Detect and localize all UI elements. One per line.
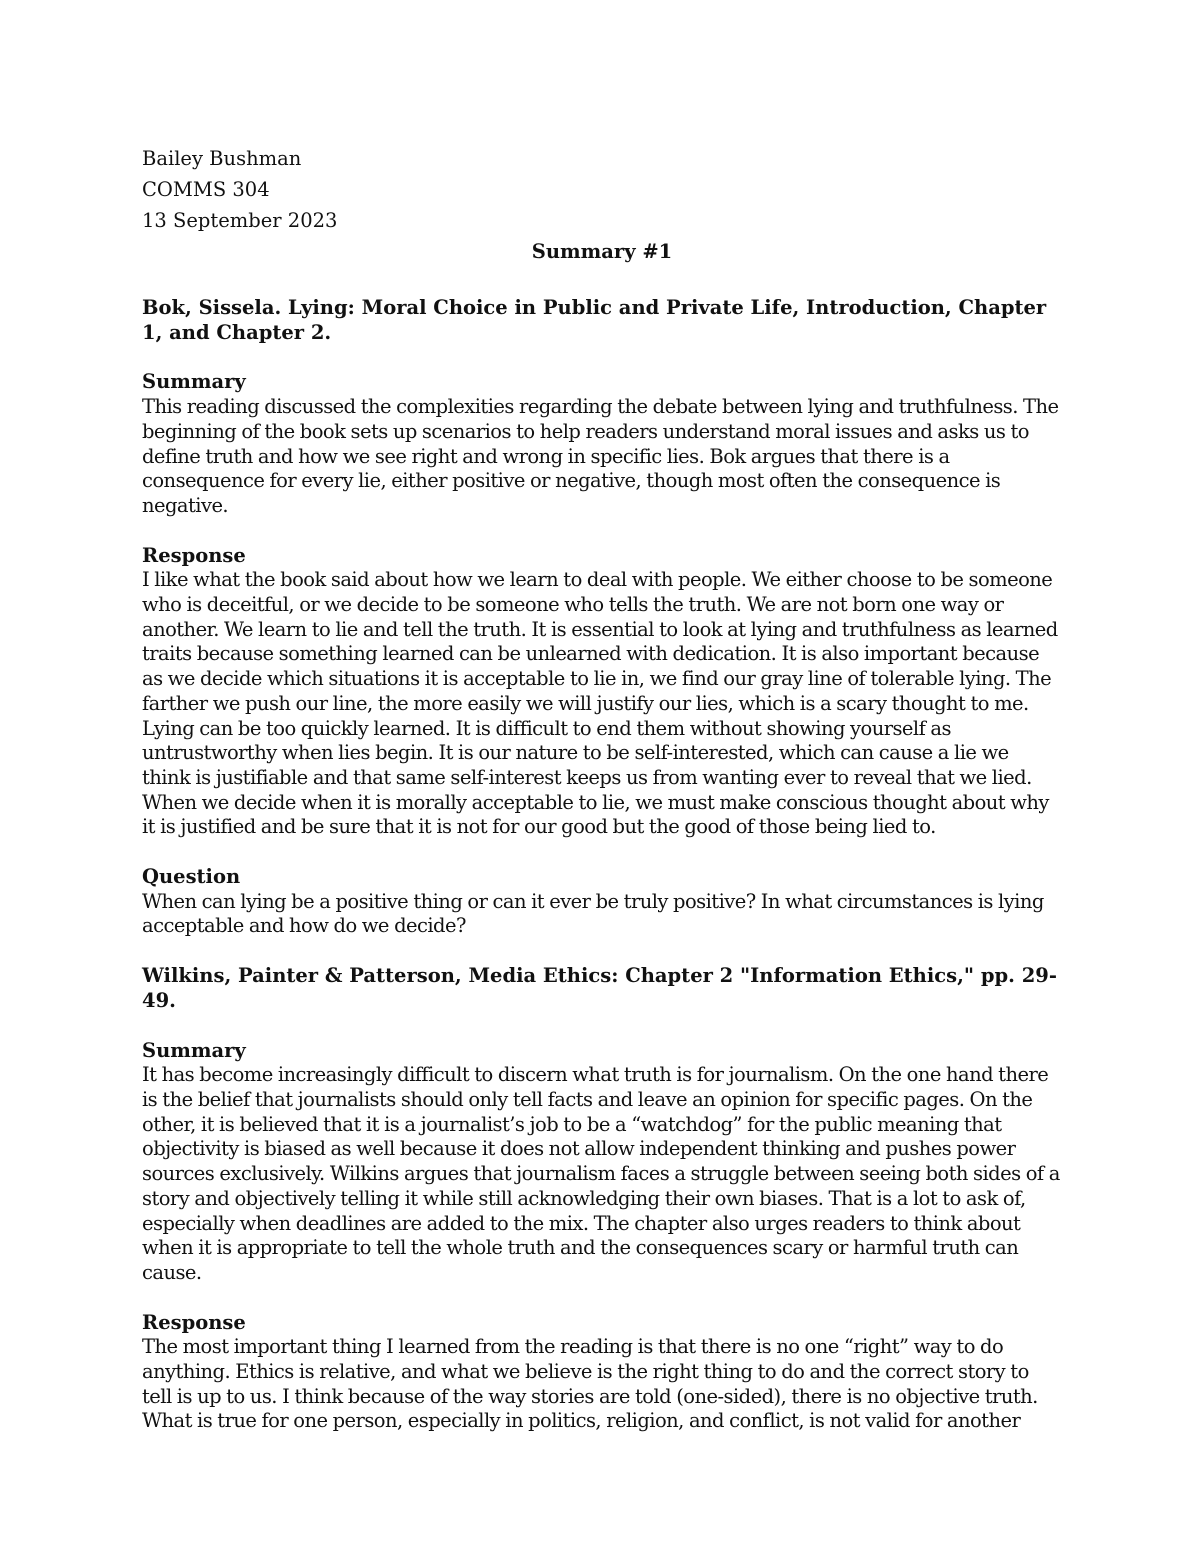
response-text-2: The most important thing I learned from the reading is that there is no one “right” way to do anything. Ethics is relative, and what we believe is the right thing to do and the correct story to tell is up to us. I think because of the way stories are told (one-sided), there is no objective truth. What is true for one person, especially in politics, religion, and conflict, is not valid for another xyxy=(142,1335,1038,1433)
summary-heading-2: Summary xyxy=(142,1038,246,1062)
question-text-1: When can lying be a positive thing or can it ever be truly positive? In what circumstances is lying acceptable and how do we decide? xyxy=(142,889,1044,938)
course-code: COMMS 304 xyxy=(142,178,270,201)
response-heading-1: Response xyxy=(142,543,246,567)
author-name: Bailey Bushman xyxy=(142,147,302,170)
question-heading-1: Question xyxy=(142,865,241,889)
document-date: 13 September 2023 xyxy=(142,209,338,232)
response-text-1: I like what the book said about how we learn to deal with people. We either choose to be someone who is deceitful, or we decide to be someone who tells the truth. We are not born one way or another. We learn to lie and tell the truth. It is essential to look at lying and truthfulness as learned traits because something learned can be unlearned with dedication. It is also important because as we decide which situations it is acceptable to lie in, we find our gray line of tolerable lying. The farther we push our line, the more easily we will justify our lies, which is a scary thought to me. Lying can be too quickly learned. It is difficult to end them without showing yourself as untrustworthy when lies begin. It is our nature to be self-interested, which can cause a lie we think is justifiable and that same self-interest keeps us from wanting ever to reveal that we lied. When we decide when it is morally acceptable to lie, we must make conscious thought about why it is justified and be sure that it is not for our good but the good of those being lied to. xyxy=(142,568,1058,839)
document-title: Summary #1 xyxy=(531,240,673,263)
summary-text-1: This reading discussed the complexities regarding the debate between lying and truthfulness. The beginning of the book sets up scenarios to help readers understand moral issues and asks us to define truth and how we see right and wrong in specific lies. Bok argues that there is a consequence for every lie, either positive or negative, though most often the consequence is negative. xyxy=(142,395,1059,517)
document-page xyxy=(142,143,1062,1434)
response-heading-2: Response xyxy=(142,1310,246,1334)
citation-wilkins: Wilkins, Painter & Patterson, Media Ethics: Chapter 2 "Information Ethics," pp. 29-49. xyxy=(142,964,1057,1012)
summary-text-2: It has become increasingly difficult to discern what truth is for journalism. On the one hand there is the belief that journalists should only tell facts and leave an opinion for specific pages. On the other, it is believed that it is a journalist’s job to be a “watchdog” for the public meaning that objectivity is biased as well because it does not allow independent thinking and pushes power sources exclusively. Wilkins argues that journalism faces a struggle between seeing both sides of a story and objectively telling it while still acknowledging their own biases. That is a lot to ask of, especially when deadlines are added to the mix. The chapter also urges readers to think about when it is appropriate to tell the whole truth and the consequences scary or harmful truth can cause. xyxy=(142,1063,1060,1284)
citation-bok: Bok, Sissela. Lying: Moral Choice in Public and Private Life, Introduction, Chapter 1, and Chapter 2. xyxy=(142,296,1047,344)
summary-heading-1: Summary xyxy=(142,370,246,394)
